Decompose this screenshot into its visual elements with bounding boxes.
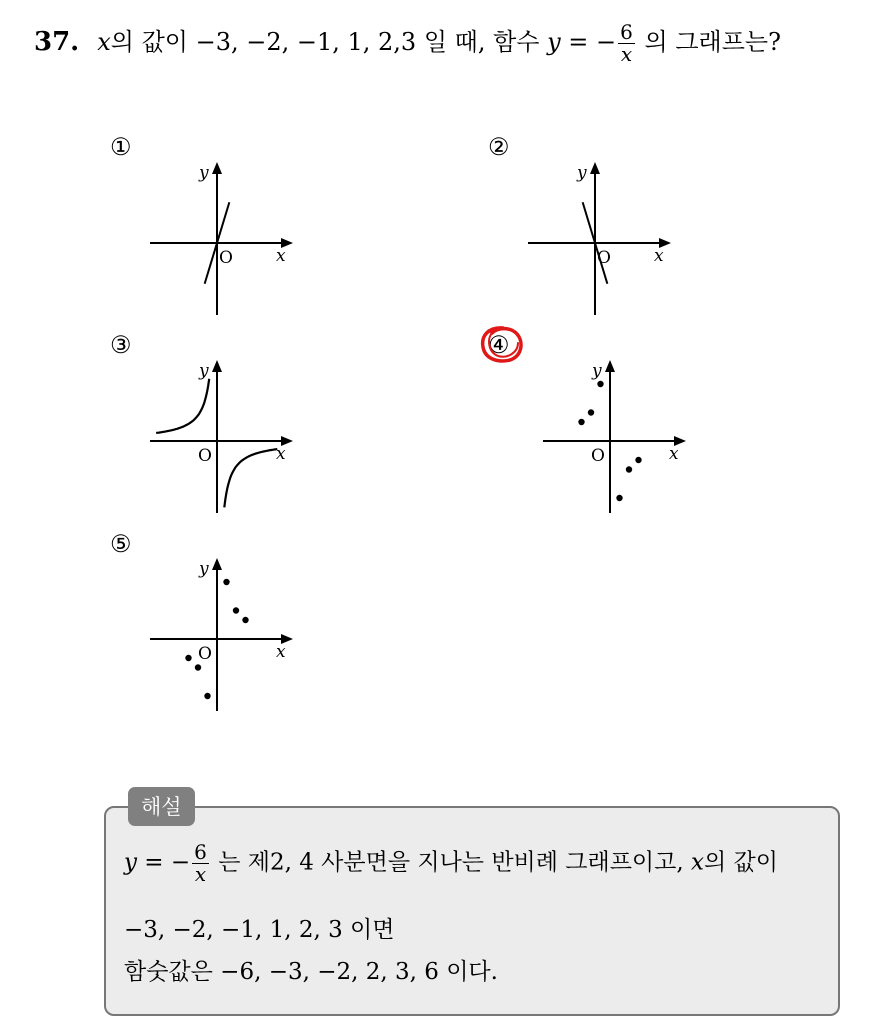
- choice-3-label[interactable]: ③: [110, 331, 132, 359]
- y-axis-arrow: [212, 360, 222, 372]
- var-x: x: [97, 28, 111, 56]
- origin-label: O: [198, 446, 212, 466]
- exp-frac-numerator: 6: [194, 840, 207, 864]
- function-fraction: [618, 22, 635, 65]
- explanation-line-1: [124, 842, 778, 885]
- y-axis-label: y: [577, 163, 587, 183]
- y-axis-arrow: [212, 162, 222, 174]
- data-point: [597, 381, 603, 387]
- y-axis-label: y: [199, 559, 209, 579]
- curve-branch-quadrant-2: [156, 379, 209, 433]
- data-point: [588, 409, 594, 415]
- frac-denominator: x: [620, 42, 633, 66]
- x-axis-label: x: [276, 642, 286, 662]
- data-point: [195, 664, 201, 670]
- frac-numerator: 6: [620, 20, 633, 44]
- answer-mark-stroke-inner: [489, 333, 518, 357]
- answer-circle-mark: [478, 322, 528, 368]
- x-axis-label: x: [276, 246, 286, 266]
- x-axis-label: x: [276, 444, 286, 464]
- question-text-a: 의 값이 −3, −2, −1, 1, 2,3 일 때, 함수: [110, 28, 540, 56]
- data-point: [204, 693, 210, 699]
- origin-label: O: [198, 644, 212, 664]
- x-axis-label: x: [654, 246, 664, 266]
- graph-choice-2[interactable]: [528, 160, 673, 315]
- data-point: [626, 466, 632, 472]
- data-point: [635, 457, 641, 463]
- y-axis-label: y: [199, 361, 209, 381]
- y-axis-label: y: [199, 163, 209, 183]
- origin-label: O: [219, 248, 233, 268]
- choice-2-label[interactable]: ②: [488, 133, 510, 161]
- graph-choice-1[interactable]: [150, 160, 295, 315]
- explanation-line-3: 함숫값은 −6, −3, −2, 2, 3, 6 이다.: [124, 959, 498, 985]
- func-lhs: y = −: [547, 28, 617, 56]
- y-axis-label: y: [592, 361, 602, 381]
- graph-choice-3[interactable]: [150, 358, 295, 513]
- explanation-tag: 해설: [128, 787, 195, 826]
- data-point: [242, 617, 248, 623]
- y-axis-arrow: [212, 558, 222, 570]
- data-point: [233, 607, 239, 613]
- exp-fraction: [192, 842, 209, 885]
- choice-4-label[interactable]: ④: [488, 331, 510, 359]
- question-text-b: 의 그래프는?: [644, 28, 781, 56]
- y-axis-arrow: [605, 360, 615, 372]
- x-axis-label: x: [669, 444, 679, 464]
- data-point: [616, 495, 622, 501]
- explanation-line-2: −3, −2, −1, 1, 2, 3 이면: [124, 917, 395, 943]
- data-point: [578, 419, 584, 425]
- exp-func-lhs: y = −: [124, 849, 191, 876]
- question-text: [34, 22, 781, 65]
- graph-choice-4[interactable]: [543, 358, 688, 513]
- curve-branch-quadrant-4: [224, 449, 277, 507]
- graph-choice-5[interactable]: [150, 556, 295, 711]
- choice-1-label[interactable]: ①: [110, 133, 132, 161]
- exp-line1-end: 의 값이: [703, 849, 778, 876]
- data-point: [223, 579, 229, 585]
- exp-line1-rest: 는 제2, 4 사분면을 지나는 반비례 그래프이고,: [218, 849, 684, 876]
- exp-frac-denominator: x: [194, 862, 207, 886]
- choice-5-label[interactable]: ⑤: [110, 530, 132, 558]
- exp-var-x: x: [691, 849, 704, 876]
- origin-label: O: [591, 446, 605, 466]
- origin-label: O: [597, 248, 611, 268]
- y-axis-arrow: [590, 162, 600, 174]
- question-number: 37.: [34, 27, 80, 57]
- data-point: [185, 655, 191, 661]
